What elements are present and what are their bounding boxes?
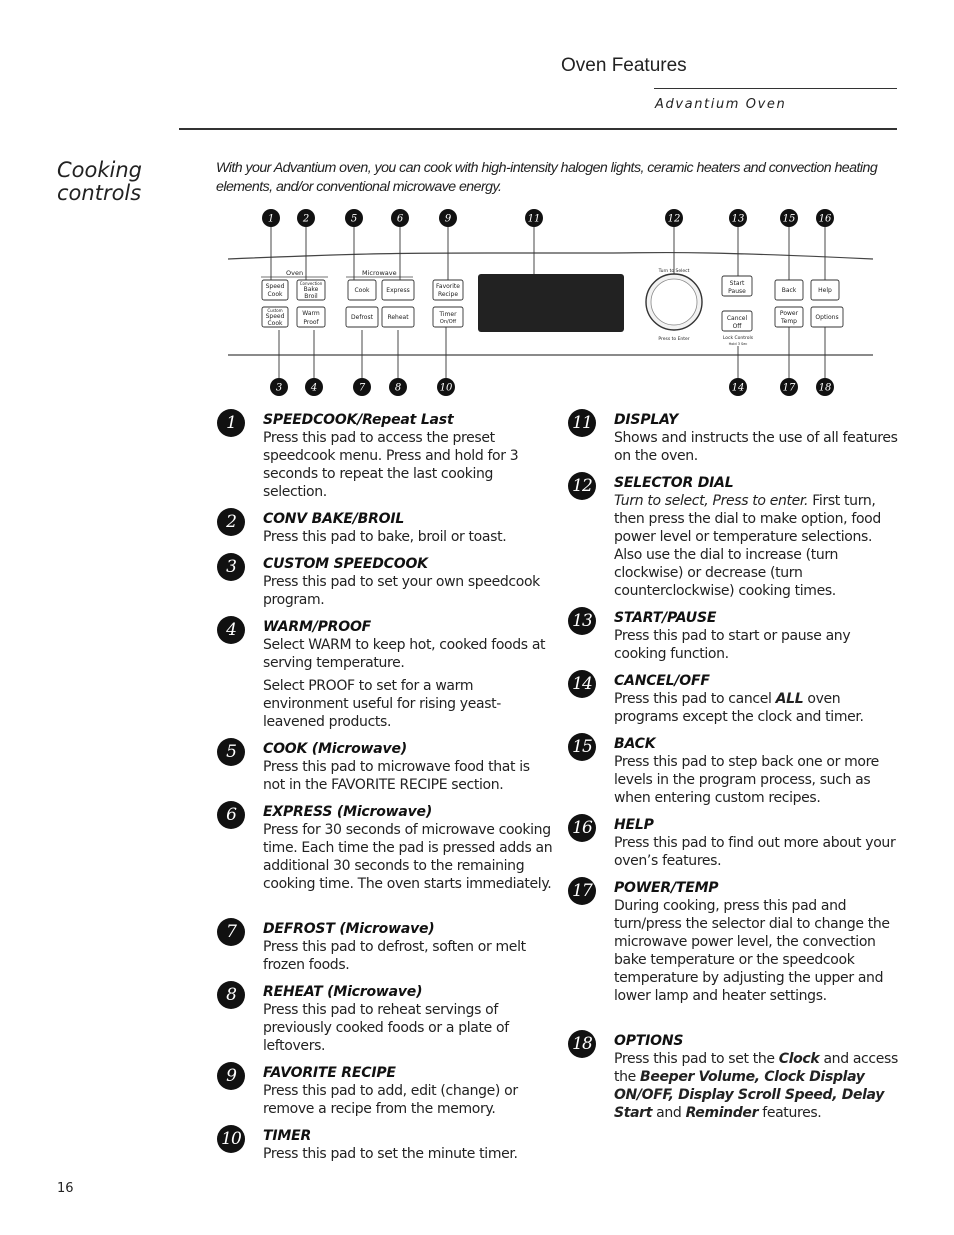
section-title: Cooking controls [57, 158, 142, 205]
callout-badge-number: 18 [818, 382, 832, 394]
item-start-pause: 13 START/PAUSE Press this pad to start or pause any cooking function. [614, 609, 904, 663]
item-title: CONV BAKE/BROIL [263, 511, 405, 527]
page-header-title: Oven Features [561, 55, 687, 76]
svg-text:Options: Options [815, 314, 839, 321]
svg-text:Hold 3 Sec: Hold 3 Sec [728, 342, 748, 346]
svg-text:Defrost: Defrost [351, 314, 373, 321]
item-speedcook [226, 411, 553, 501]
svg-text:Press to Enter: Press to Enter [658, 337, 690, 342]
callout-badge-number: 9 [444, 213, 452, 225]
item-title: TIMER [263, 1128, 312, 1144]
item-cancel-off: 14 CANCEL/OFF Press this pad to cancel ALL oven programs except the clock and timer. [614, 672, 904, 726]
item-display: 11 DISPLAY Shows and instructs the use of all features on the oven. [614, 411, 904, 465]
item-back: 15 BACK Press this pad to step back one or more levels in the program process, such as when entering custom recipes. [614, 735, 904, 807]
svg-text:Favorite: Favorite [436, 283, 460, 290]
callout-badge-number: 7 [358, 382, 366, 394]
group-label-microwave: Microwave [362, 269, 397, 277]
callout-badge-number: 6 [396, 213, 404, 225]
item-title: EXPRESS (Microwave) [263, 804, 433, 820]
svg-text:Reheat: Reheat [387, 314, 409, 321]
item-description: Press this pad to set your own speedcook program. [263, 574, 540, 608]
page-header-subtitle: Advantium Oven [655, 97, 787, 112]
item-description: Press this pad to defrost, soften or melt frozen foods. [263, 939, 526, 973]
callout-number: 3 [217, 553, 245, 581]
svg-text:Speed: Speed [265, 313, 285, 320]
svg-text:Temp: Temp [781, 318, 797, 325]
svg-text:Lock Controls: Lock Controls [722, 336, 754, 341]
top-callout-numbers [262, 209, 834, 227]
group-label-oven: Oven [286, 269, 304, 277]
svg-text:Pause: Pause [728, 288, 746, 295]
control-panel-diagram [228, 206, 878, 402]
item-selector-dial: 12 SELECTOR DIAL Turn to select, Press to enter. First turn, then press the dial to make option, food power level or temperature selections. Also use the dial to increase (turn clockwise) or decrease (turn counterclockwise) cooking times. [614, 474, 904, 600]
callout-badge-number: 17 [782, 382, 796, 394]
svg-text:Broil: Broil [304, 293, 318, 300]
page-number: 16 [57, 1181, 74, 1196]
item-custom-speedcook [226, 555, 553, 609]
callout-badge-number: 11 [527, 213, 541, 225]
svg-text:Cancel: Cancel [726, 315, 748, 322]
callout-badge-number: 16 [818, 213, 832, 225]
svg-text:Cook: Cook [267, 320, 283, 327]
svg-text:Express: Express [386, 287, 410, 294]
callout-number: 2 [217, 508, 245, 536]
item-conv-bake-broil [226, 510, 553, 546]
svg-text:Off: Off [732, 323, 742, 330]
callout-number: 1 [217, 409, 245, 437]
item-description: Press this pad to set the minute timer. [263, 1146, 518, 1162]
callout-badge-number: 5 [350, 213, 358, 225]
callout-badge-number: 4 [310, 382, 318, 394]
item-cook [226, 740, 553, 794]
svg-text:Recipe: Recipe [437, 291, 459, 298]
item-title: CUSTOM SPEEDCOOK [263, 556, 428, 572]
svg-text:Timer: Timer [439, 311, 457, 318]
callout-number: 9 [217, 1062, 245, 1090]
callout-number: 5 [217, 738, 245, 766]
callout-badge-number: 1 [267, 213, 275, 225]
svg-text:Start: Start [729, 280, 745, 287]
callout-number: 7 [217, 918, 245, 946]
svg-text:Turn to Select: Turn to Select [658, 269, 690, 274]
callout-number: 4 [217, 616, 245, 644]
bottom-callout-numbers [270, 378, 834, 396]
callout-badge-number: 3 [275, 382, 283, 394]
item-description: Select WARM to keep hot, cooked foods at serving temperature. [263, 637, 546, 671]
panel-top-edge [228, 253, 873, 259]
item-description: Press this pad to microwave food that is not in the FAVORITE RECIPE section. [263, 759, 530, 793]
callout-badge-number: 10 [439, 382, 453, 394]
intro-paragraph: With your Advantium oven, you can cook with high-intensity halogen lights, ceramic heaters and convection heating elements, and/or conventional microwave energy. [216, 160, 878, 195]
svg-text:Power: Power [779, 310, 799, 317]
header-divider [654, 88, 897, 89]
section-divider [179, 128, 897, 130]
callout-number: 10 [217, 1125, 245, 1153]
svg-text:Bake: Bake [303, 286, 319, 293]
svg-text:Cook: Cook [267, 291, 283, 298]
svg-text:Speed: Speed [265, 283, 285, 290]
item-title: DEFROST (Microwave) [263, 921, 435, 937]
item-power-temp: 17 POWER/TEMP During cooking, press this pad and turn/press the selector dial to change the microwave power level, the convection bake temperature or the speedcook temperature by adjusting the upper and lower lamp and heater settings. [614, 879, 904, 1005]
callout-badge-number: 13 [731, 213, 745, 225]
callout-badge-number: 8 [394, 382, 402, 394]
callout-badge-number: 15 [782, 213, 796, 225]
item-title: REHEAT (Microwave) [263, 984, 423, 1000]
item-description: Press this pad to reheat servings of previously cooked foods or a plate of leftovers. [263, 1002, 509, 1054]
svg-text:Help: Help [818, 287, 832, 294]
item-title: WARM/PROOF [263, 619, 372, 635]
callout-number: 6 [217, 801, 245, 829]
item-defrost [226, 920, 553, 974]
callout-number: 8 [217, 981, 245, 1009]
svg-text:Custom: Custom [267, 308, 283, 313]
svg-text:Warm: Warm [302, 310, 320, 317]
svg-text:Cook: Cook [354, 287, 370, 294]
item-help: 16 HELP Press this pad to find out more about your oven’s features. [614, 816, 904, 870]
item-timer [221, 1127, 553, 1163]
item-description: Press this pad to access the preset speedcook menu. Press and hold for 3 seconds to repeat the last cooking selection. [263, 430, 519, 500]
item-description-2: Select PROOF to set for a warm environment useful for rising yeast-leavened products. [263, 678, 501, 730]
svg-text:Proof: Proof [303, 319, 319, 326]
svg-text:Back: Back [781, 287, 797, 294]
svg-text:Convection: Convection [299, 281, 323, 286]
callout-badge-number: 12 [667, 213, 681, 225]
svg-text:On/Off: On/Off [439, 319, 457, 325]
item-title: SPEEDCOOK/Repeat Last [263, 412, 454, 428]
item-description: Press this pad to add, edit (change) or remove a recipe from the memory. [263, 1083, 518, 1117]
item-reheat [226, 983, 553, 1055]
display-screen [478, 274, 624, 332]
callout-badge-number: 14 [731, 382, 745, 394]
callout-badge-number: 2 [302, 213, 310, 225]
item-description: Press this pad to bake, broil or toast. [263, 529, 507, 545]
item-warm-proof [226, 618, 553, 731]
item-title: FAVORITE RECIPE [263, 1065, 396, 1081]
item-express [226, 803, 553, 893]
item-options: 18 OPTIONS Press this pad to set the Clock and access the Beeper Volume, Clock Display ON/OFF, Display Scroll Speed, Delay Start and Reminder features. [614, 1032, 904, 1122]
item-favorite-recipe [226, 1064, 553, 1118]
item-title: COOK (Microwave) [263, 741, 407, 757]
item-description: Press for 30 seconds of microwave cooking time. Each time the pad is pressed adds an additional 30 seconds to the remaining cooking time. The oven starts immediately. [263, 822, 553, 892]
